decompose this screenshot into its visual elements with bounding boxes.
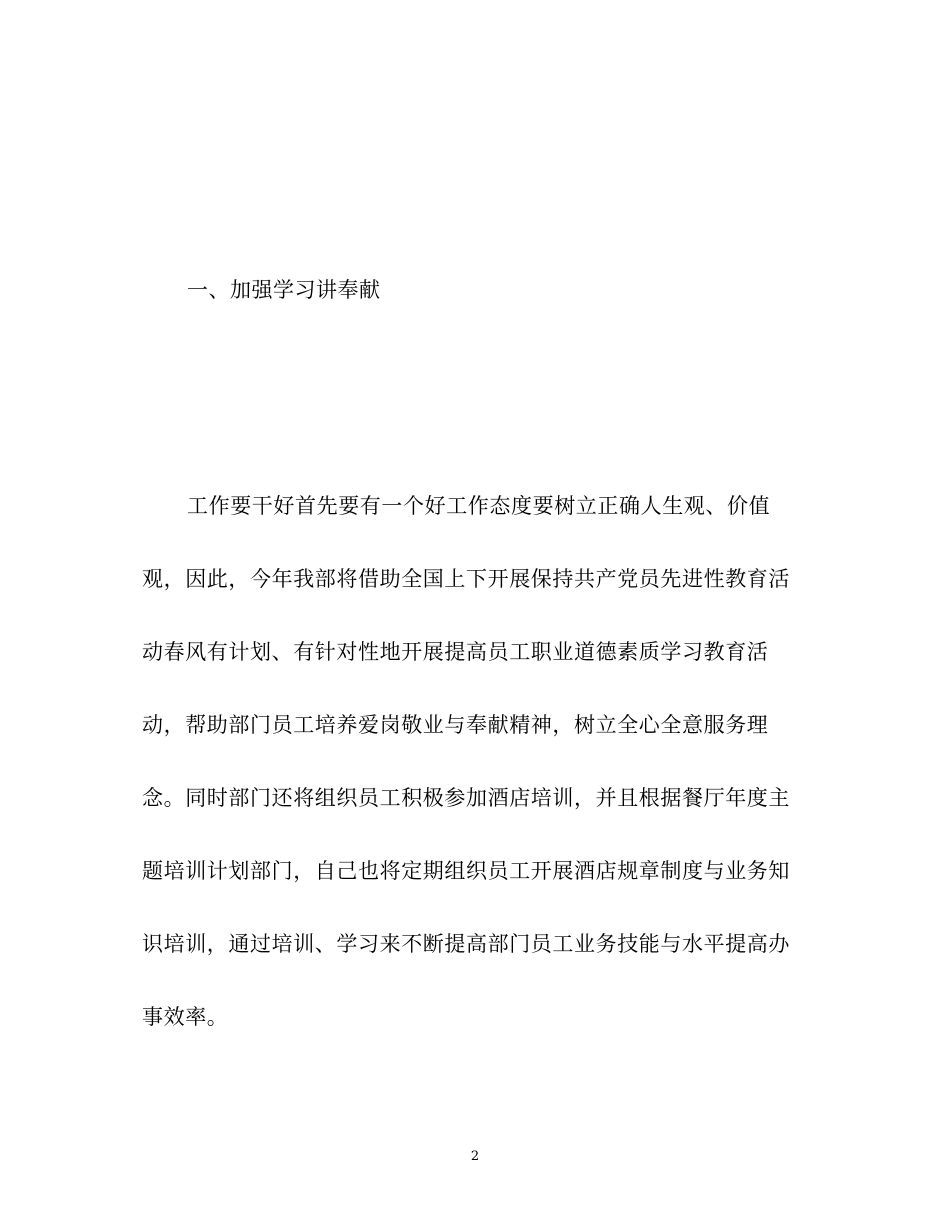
paragraph-line: 识培训，通过培训、学习来不断提高部门员工业务技能与水平提高办	[142, 932, 790, 956]
paragraph-line: 动，帮助部门员工培养爱岗敬业与奉献精神，树立全心全意服务理	[142, 713, 769, 737]
paragraph-line: 动春风有计划、有针对性地开展提高员工职业道德素质学习教育活	[142, 640, 769, 664]
paragraph-line: 工作要干好首先要有一个好工作态度要树立正确人生观、价值	[187, 494, 771, 518]
paragraph-line: 念。同时部门还将组织员工积极参加酒店培训，并且根据餐厅年度主	[142, 786, 790, 810]
page-number: 2	[470, 1149, 480, 1164]
paragraph-line: 事效率。	[142, 1005, 229, 1029]
section-heading: 一、加强学习讲奉献	[187, 278, 381, 302]
paragraph-line: 观，因此，今年我部将借助全国上下开展保持共产党员先进性教育活	[142, 567, 790, 591]
paragraph-line: 题培训计划部门，自己也将定期组织员工开展酒店规章制度与业务知	[142, 859, 790, 883]
